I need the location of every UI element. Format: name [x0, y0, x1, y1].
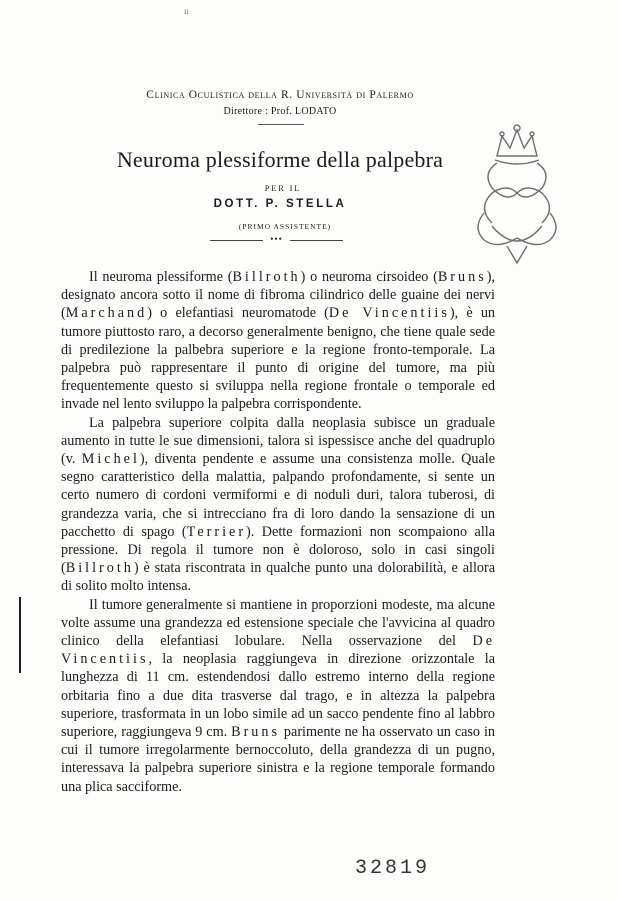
author-role: (PRIMO ASSISTENTE)	[238, 222, 332, 231]
paragraph-1: Il neuroma plessiforme (Billroth) o neuroma cirsoideo (Bruns), designato ancora sotto il nome di fibroma cilindrico delle guaine dei nervi (Marchand) o elefantiasi neuromatode (De Vincentiis), è un tumore piuttosto raro, a decorso generalmente benigno, che tiene quale sede di predilezione la palbebra superiore e la regione fronto-temporale. La palpebra può rappresentare il punto di origine del tumore, ma più frequentemente questo si sviluppa nella regione frontale o temporale ed invade nel lento sviluppo la palpebra corrispondente.	[61, 269, 496, 413]
article-body	[61, 268, 495, 796]
ornament-rule-right	[290, 240, 343, 241]
byline-per: PER IL	[264, 183, 302, 193]
ornament-dots: •••	[270, 234, 283, 244]
author-name: DOTT. P. STELLA	[213, 198, 347, 210]
header-rule	[258, 124, 304, 125]
top-tick-mark: ıı	[184, 6, 190, 16]
crowned-monogram-stamp-icon	[462, 118, 572, 268]
margin-mark	[19, 597, 21, 673]
institution-header: Clinica Oculistica della R. Università di Palermo	[146, 89, 414, 101]
ornament-rule-left	[210, 240, 263, 241]
director-line: Direttore : Prof. LODATO	[223, 106, 337, 117]
accession-number: 32819	[354, 857, 430, 880]
page-title: Neuroma plessiforme della palpebra	[116, 147, 444, 172]
paragraph-3: Il tumore generalmente si mantiene in proporzioni modeste, ma alcune volte assume una grandezza ed estensione speciale che l'avvicina al quadro clinico della elefantiasi lobulare. Nella osservazione del De Vincentiis, la neoplasia raggiungeva in direzione orizzontale la lunghezza di 11 cm. estendendosi dallo estremo interno della regione orbitaria fino a due dita trasverse dal trago, e in altezza la palpebra superiore, trasformata in un lobo simile ad un sacco pendente fino al labbro superiore, raggiungeva 9 cm. Bruns parimente ne ha osservato un caso in cui il tumore irregolarmente bernoccoluto, della grandezza di un pugno, interessava la palpebra superiore sinistra e la regione temporale formando una plica sacciforme.	[61, 596, 495, 795]
paragraph-2: La palpebra superiore colpita dalla neoplasia subisce un graduale aumento in tutte le sue dimensioni, talora si ispessisce anche del quadruplo (v. Michel), diventa pendente e assume una consistenza molle. Quale segno caratteristico della malattia, palpando profondamente, si sente un certo numero di cordoni vermiformi e di noduli duri, talora tuberosi, di grandezza varia, che si intrecciano fra di loro dando la sensazione di un pacchetto di spago (Terrier). Dette formazioni non scompaiono alla pressione. Di regola il tumore non è doloroso, solo in casi singoli (Billroth) è stata riscontrata in qualche punto una dolorabilità, e allora di solito molto intensa.	[61, 414, 495, 595]
